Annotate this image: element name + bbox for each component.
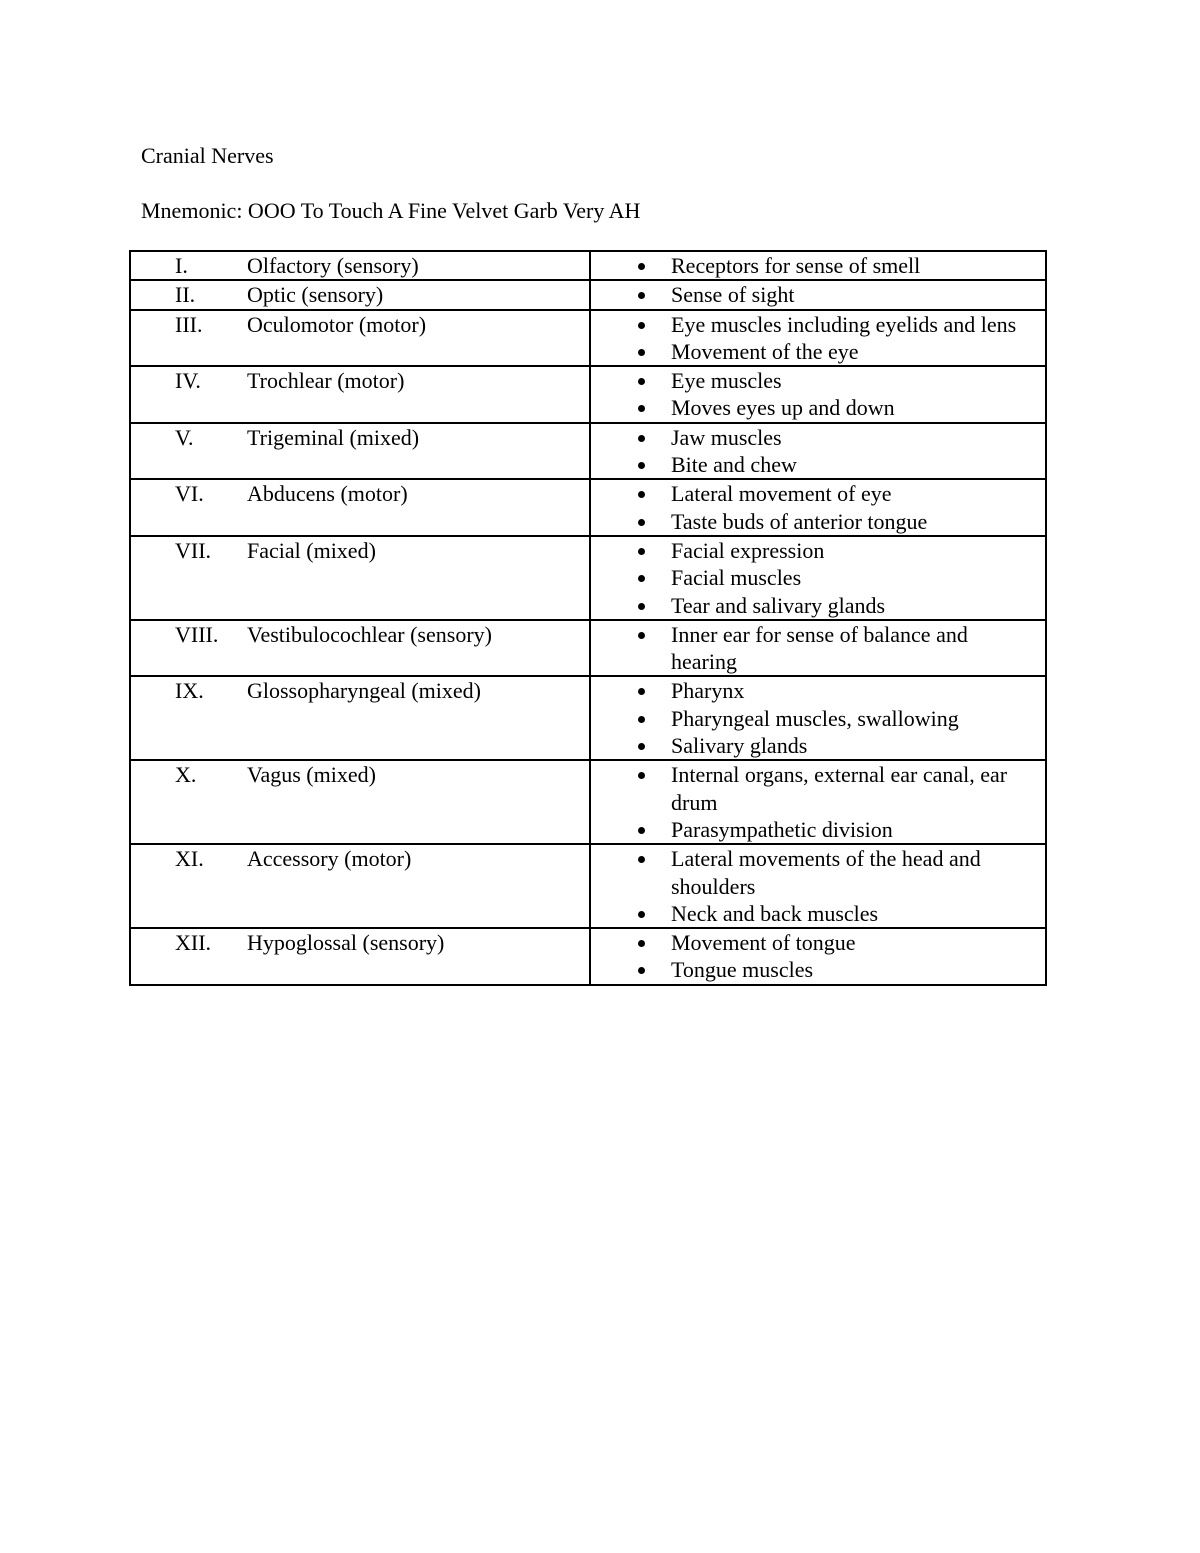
bullet-icon	[638, 292, 645, 299]
bullet-icon	[638, 940, 645, 947]
nerve-function-cell	[590, 760, 1046, 844]
function-text: Movement of tongue	[671, 930, 856, 956]
nerve-numeral: I.	[175, 253, 188, 278]
list-item	[591, 311, 1045, 338]
bullet-icon	[638, 462, 645, 469]
table-row	[130, 928, 1046, 985]
nerve-heading	[131, 845, 589, 872]
bullet-icon	[638, 322, 645, 329]
cranial-nerves-table	[129, 250, 1047, 986]
nerve-function-cell	[590, 280, 1046, 309]
nerve-numeral: VIII.	[175, 621, 219, 647]
bullet-icon	[638, 491, 645, 498]
nerve-name-cell	[130, 251, 590, 280]
list-item	[591, 732, 1045, 759]
nerve-numeral: III.	[175, 311, 203, 337]
list-item	[591, 508, 1045, 535]
bullet-icon	[638, 349, 645, 356]
nerve-heading	[131, 537, 589, 564]
nerve-name-cell	[130, 620, 590, 677]
nerve-name: Hypoglossal (sensory)	[247, 930, 445, 956]
nerve-function-cell	[590, 366, 1046, 423]
nerve-name: Oculomotor (motor)	[247, 311, 427, 337]
function-text: Pharynx	[671, 678, 745, 704]
bullet-icon	[638, 575, 645, 582]
nerve-numeral: II.	[175, 282, 196, 308]
list-item	[591, 252, 1045, 279]
nerve-function-cell	[590, 479, 1046, 536]
nerve-function-cell	[590, 928, 1046, 985]
nerve-name: Vestibulocochlear (sensory)	[247, 621, 492, 647]
bullet-icon	[638, 603, 645, 610]
nerve-name: Vagus (mixed)	[247, 762, 376, 788]
nerve-numeral: VI.	[175, 481, 204, 507]
list-item	[591, 621, 1045, 676]
list-item	[591, 816, 1045, 843]
table-row	[130, 844, 1046, 928]
function-list	[591, 621, 1045, 676]
list-item	[591, 480, 1045, 507]
list-item	[591, 592, 1045, 619]
nerve-name-cell	[130, 479, 590, 536]
mnemonic-line: Mnemonic: OOO To Touch A Fine Velvet Garb Very AH	[141, 198, 641, 223]
bullet-icon	[638, 435, 645, 442]
function-text: Neck and back muscles	[671, 900, 879, 926]
nerve-heading	[131, 621, 589, 648]
nerve-name-cell	[130, 928, 590, 985]
bullet-icon	[638, 632, 645, 639]
function-list	[591, 311, 1045, 366]
function-text: Bite and chew	[671, 452, 797, 478]
list-item	[591, 845, 1045, 900]
table-row	[130, 760, 1046, 844]
list-item	[591, 394, 1045, 421]
function-text: Receptors for sense of smell	[671, 253, 921, 278]
nerve-name-cell	[130, 536, 590, 620]
list-item	[591, 677, 1045, 704]
nerve-heading	[131, 929, 589, 956]
nerve-numeral: XI.	[175, 846, 204, 872]
function-text: Taste buds of anterior tongue	[671, 508, 928, 534]
function-text: Inner ear for sense of balance and hearing	[671, 621, 968, 675]
table-row	[130, 366, 1046, 423]
function-list	[591, 537, 1045, 619]
bullet-icon	[638, 967, 645, 974]
nerve-name: Optic (sensory)	[247, 282, 384, 308]
table-row	[130, 536, 1046, 620]
nerve-name-cell	[130, 760, 590, 844]
nerve-name-cell	[130, 423, 590, 480]
function-text: Pharyngeal muscles, swallowing	[671, 705, 959, 731]
bullet-icon	[638, 827, 645, 834]
bullet-icon	[638, 263, 645, 270]
nerve-function-cell	[590, 251, 1046, 280]
table-body	[130, 251, 1046, 985]
list-item	[591, 900, 1045, 927]
nerve-heading	[131, 424, 589, 451]
function-text: Lateral movement of eye	[671, 481, 892, 507]
bullet-icon	[638, 688, 645, 695]
table-row	[130, 423, 1046, 480]
function-text: Sense of sight	[671, 282, 795, 308]
function-text: Tongue muscles	[671, 957, 814, 983]
list-item	[591, 956, 1045, 983]
nerve-heading	[131, 480, 589, 507]
bullet-icon	[638, 378, 645, 385]
table-row	[130, 620, 1046, 677]
list-item	[591, 451, 1045, 478]
function-text: Parasympathetic division	[671, 816, 893, 842]
table-row	[130, 479, 1046, 536]
list-item	[591, 367, 1045, 394]
nerve-name-cell	[130, 366, 590, 423]
function-text: Salivary glands	[671, 733, 808, 759]
nerve-numeral: IV.	[175, 368, 201, 394]
nerve-function-cell	[590, 310, 1046, 367]
nerve-name: Facial (mixed)	[247, 537, 376, 563]
nerve-heading	[131, 677, 589, 704]
nerve-name: Accessory (motor)	[247, 846, 412, 872]
nerve-heading	[131, 367, 589, 394]
nerve-numeral: VII.	[175, 537, 212, 563]
function-list	[591, 845, 1045, 927]
function-text: Eye muscles	[671, 368, 782, 394]
list-item	[591, 281, 1045, 308]
function-list	[591, 929, 1045, 984]
nerve-numeral: X.	[175, 762, 197, 788]
function-text: Jaw muscles	[671, 424, 782, 450]
function-list	[591, 367, 1045, 422]
bullet-icon	[638, 548, 645, 555]
function-text: Facial expression	[671, 537, 825, 563]
nerve-name-cell	[130, 844, 590, 928]
nerve-name: Abducens (motor)	[247, 481, 408, 507]
function-list	[591, 424, 1045, 479]
function-list	[591, 252, 1045, 279]
list-item	[591, 761, 1045, 816]
list-item	[591, 564, 1045, 591]
bullet-icon	[638, 911, 645, 918]
list-item	[591, 929, 1045, 956]
bullet-icon	[638, 743, 645, 750]
list-item	[591, 705, 1045, 732]
function-list	[591, 761, 1045, 843]
function-text: Moves eyes up and down	[671, 395, 895, 421]
nerve-name: Trochlear (motor)	[247, 368, 405, 394]
nerve-name-cell	[130, 280, 590, 309]
nerve-numeral: V.	[175, 424, 194, 450]
nerve-numeral: XII.	[175, 930, 212, 956]
nerve-name: Trigeminal (mixed)	[247, 424, 420, 450]
function-text: Internal organs, external ear canal, ear drum	[671, 762, 1008, 815]
function-list	[591, 677, 1045, 759]
bullet-icon	[638, 405, 645, 412]
nerve-heading	[131, 311, 589, 338]
function-text: Lateral movements of the head and shoulders	[671, 846, 981, 899]
table-row	[130, 676, 1046, 760]
nerve-function-cell	[590, 536, 1046, 620]
function-list	[591, 281, 1045, 308]
bullet-icon	[638, 856, 645, 863]
nerve-heading	[131, 761, 589, 788]
nerve-numeral: IX.	[175, 678, 204, 704]
nerve-heading	[131, 281, 589, 308]
nerve-name: Olfactory (sensory)	[247, 253, 419, 278]
nerve-name-cell	[130, 310, 590, 367]
nerve-function-cell	[590, 423, 1046, 480]
nerve-name: Glossopharyngeal (mixed)	[247, 678, 481, 704]
table-row	[130, 310, 1046, 367]
list-item	[591, 424, 1045, 451]
bullet-icon	[638, 772, 645, 779]
list-item	[591, 338, 1045, 365]
table-row	[130, 280, 1046, 309]
nerve-heading	[131, 252, 589, 279]
nerve-function-cell	[590, 844, 1046, 928]
function-text: Facial muscles	[671, 565, 802, 591]
bullet-icon	[638, 519, 645, 526]
nerve-function-cell	[590, 620, 1046, 677]
function-text: Eye muscles including eyelids and lens	[671, 311, 1017, 337]
function-list	[591, 480, 1045, 535]
nerve-name-cell	[130, 676, 590, 760]
bullet-icon	[638, 716, 645, 723]
function-text: Tear and salivary glands	[671, 592, 886, 618]
function-text: Movement of the eye	[671, 338, 859, 364]
table-row	[130, 251, 1046, 280]
list-item	[591, 537, 1045, 564]
nerve-function-cell	[590, 676, 1046, 760]
page-title: Cranial Nerves	[141, 143, 274, 168]
